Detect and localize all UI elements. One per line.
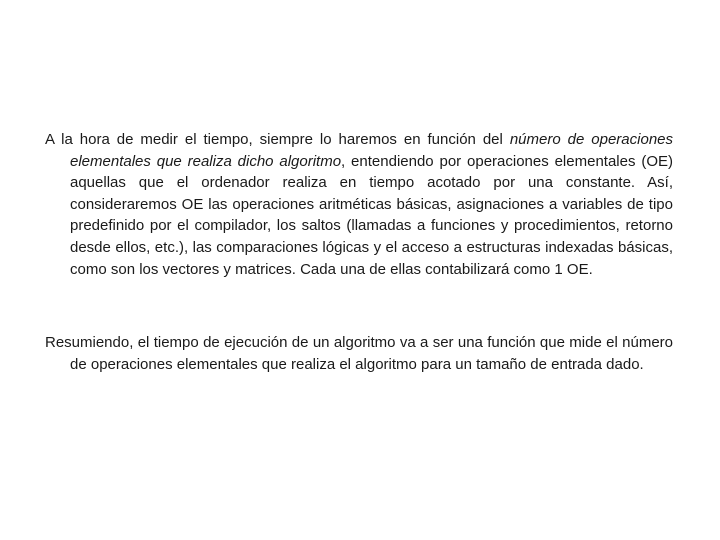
- paragraph-summary: Resumiendo, el tiempo de ejecución de un algoritmo va a ser una función que mide el número de operaciones elementales que realiza el algoritmo para un tamaño de entrada dado.: [45, 334, 673, 373]
- paragraph-definition-text-end: , entendiendo por operaciones elementales (OE) aquellas que el ordenador realiza en tiempo acotado por una constante. Así, consideraremos OE las operaciones aritméticas básicas, asignaciones a variables de tipo predefinido por el compilador, los saltos (llamadas a funciones y procedimientos, retorno desde ellos, etc.), las comparaciones lógicas y el acceso a estructuras indexadas básicas, como son los vectores y matrices. Cada una de ellas contabilizará como 1 OE.: [70, 152, 673, 278]
- paragraph-definition: [45, 129, 673, 280]
- paragraph-definition-emphasis: número de operaciones elementales que realiza dicho algoritmo: [70, 131, 674, 170]
- paragraph-definition-text-start: A la hora de medir el tiempo, siempre lo haremos en función del: [45, 131, 510, 148]
